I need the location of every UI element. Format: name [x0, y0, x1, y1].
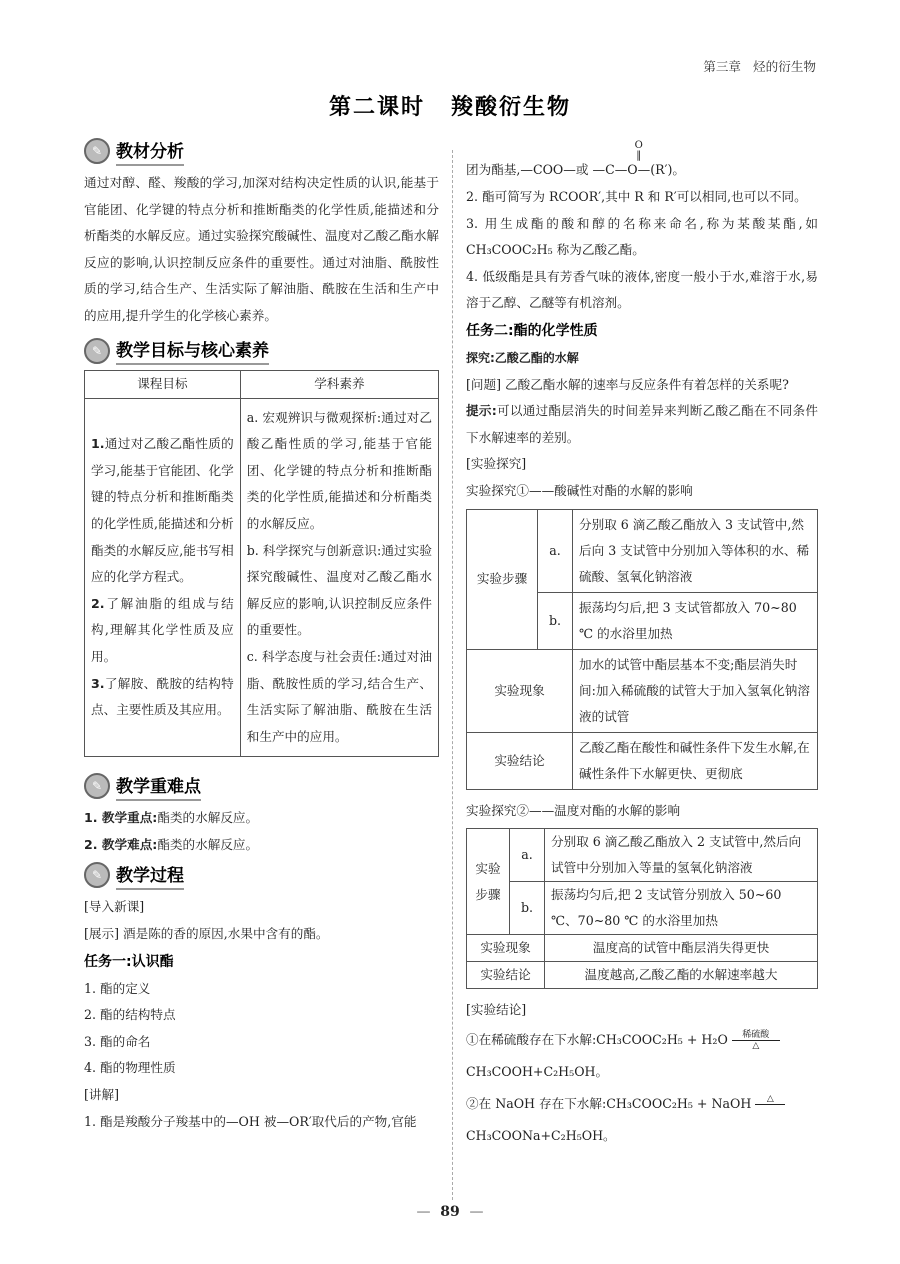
exp2-step-b: b. [510, 882, 545, 935]
paragraph: 3. 用生成酯的酸和醇的名称来命名,称为某酸某酯,如 CH₃COOC₂H₅ 称为乙酸乙酯。 [466, 215, 818, 258]
literacy-cell [240, 398, 438, 757]
running-header [703, 56, 816, 75]
book-icon: ✎ [84, 338, 110, 364]
section-title: 教学过程 [116, 861, 184, 890]
literacy-col-header: 学科素养 [240, 370, 438, 398]
difficulty-line: 2. 教学难点:酯类的水解反应。 [84, 836, 259, 852]
experiment-two-table [466, 828, 818, 989]
exp1-step-b-text: 振荡均匀后,把 3 支试管都放入 70~80 ℃ 的水浴里加热 [573, 592, 818, 649]
exp1-step-label: 实验步骤 [467, 509, 538, 649]
page-number: — 89 — [416, 1204, 484, 1220]
title-lesson: 第二课时 [328, 95, 425, 120]
section-heading-process [84, 860, 439, 890]
show-line: [展示] 酒是陈的香的原因,水果中含有的酯。 [84, 926, 329, 942]
literacy-item: c. 科学态度与社会责任:通过对油脂、酰胺性质的学习,结合生产、生活实际了解油脂、酰胺在生活和生产中的应用。 [246, 648, 432, 744]
literacy-item: a. 宏观辨识与微观探析:通过对乙酸乙酯性质的学习,能基于官能团、化学键的特点分析和推断酯类的化学性质,能描述和分析酯类的水解反应。 [246, 409, 432, 531]
hint: 提示:可以通过酯层消失的时间差异来判断乙酸乙酯在不同条件下水解速率的差别。 [466, 403, 819, 445]
exp2-phenomenon-label: 实验现象 [467, 935, 545, 962]
goal-item: 3.了解胺、酰胺的结构特点、主要性质及其应用。 [91, 675, 234, 718]
goal-item: 1.通过对乙酸乙酯性质的学习,能基于官能团、化学键的特点分析和推断酯类的化学性质,能描述和分析酯类的水解反应,能书写相应的化学方程式。 [91, 436, 234, 585]
exp1-step-a: a. [538, 509, 573, 592]
exp2-phenomenon: 温度高的试管中酯层消失得更快 [545, 935, 818, 962]
list-item: 3. 酯的命名 [84, 1033, 151, 1049]
book-icon: ✎ [84, 138, 110, 164]
intro-label: [导入新课] [84, 899, 145, 915]
chapter-label: 第三章 [703, 59, 742, 74]
explore-heading: 探究:乙酸乙酯的水解 [466, 350, 579, 365]
list-item: 1. 酯的定义 [84, 980, 151, 996]
experiment-one-title: 实验探究①——酸碱性对酯的水解的影响 [466, 482, 693, 498]
title-topic: 羧酸衍生物 [451, 95, 572, 120]
experiment-two-title: 实验探究②——温度对酯的水解的影响 [466, 802, 681, 818]
exp2-step-b-text: 振荡均匀后,把 2 支试管分别放入 50~60 ℃、70~80 ℃ 的水浴里加热 [545, 882, 818, 935]
paragraph: 4. 低级酯是具有芳香气味的液体,密度一般小于水,难溶于水,易溶于乙醇、乙醚等有机溶剂。 [466, 268, 818, 311]
equation-base: ②在 NaOH 存在下水解:CH₃COOC₂H₅ + NaOH △ [466, 1088, 818, 1120]
goals-cell [85, 398, 241, 757]
exp1-step-b: b. [538, 592, 573, 649]
question: [问题] 乙酸乙酯水解的速率与反应条件有着怎样的关系呢? [466, 376, 789, 392]
list-item: 4. 酯的物理性质 [84, 1060, 176, 1076]
goals-col-header: 课程目标 [85, 370, 241, 398]
exp2-step-a-text: 分别取 6 滴乙酸乙酯放入 2 支试管中,然后向试管中分别加入等量的氢氧化钠溶液 [545, 829, 818, 882]
left-column [84, 136, 439, 1135]
section-heading-focus [84, 771, 439, 801]
book-icon: ✎ [84, 862, 110, 888]
section-title: 教学目标与核心素养 [116, 336, 269, 365]
exp2-step-a: a. [510, 829, 545, 882]
section-heading-analysis [84, 136, 439, 166]
conclusion-label: [实验结论] [466, 1002, 527, 1018]
goal-item: 2.了解油脂的组成与结构,理解其化学性质及应用。 [91, 595, 234, 664]
exp1-conclusion-label: 实验结论 [467, 732, 573, 789]
task-one-heading: 任务一:认识酯 [84, 953, 174, 970]
section-title: 教学重难点 [116, 772, 201, 801]
chapter-topic: 烃的衍生物 [753, 59, 816, 74]
exp1-step-a-text: 分别取 6 滴乙酸乙酯放入 3 支试管中,然后向 3 支试管中分别加入等体积的水、稀硫酸、氢氧化钠溶液 [573, 509, 818, 592]
equation-base-products: CH₃COONa+C₂H₅OH。 [466, 1127, 616, 1143]
column-divider [452, 150, 453, 1200]
section-heading-goals [84, 336, 439, 366]
experiment-one-table [466, 509, 818, 790]
equation-acid: ①在稀硫酸存在下水解:CH₃COOC₂H₅ + H₂O 稀硫酸 △ [466, 1024, 818, 1056]
exp1-conclusion: 乙酸乙酯在酸性和碱性条件下发生水解,在碱性条件下水解更快、更彻底 [573, 732, 818, 789]
literacy-item: b. 科学探究与创新意识:通过实验探究酸碱性、温度对乙酸乙酯水解反应的影响,认识控制反应条件的重要性。 [246, 542, 432, 638]
focus-line: 1. 教学重点:酯类的水解反应。 [84, 810, 259, 826]
page-title [0, 90, 900, 121]
task-two-heading: 任务二:酯的化学性质 [466, 322, 598, 339]
exp1-phenomenon: 加水的试管中酯层基本不变;酯层消失时间:加入稀硫酸的试管大于加入氢氧化钠溶液的试管 [573, 649, 818, 732]
exp2-step-label: 实验步骤 [467, 829, 510, 935]
explain-label: [讲解] [84, 1087, 120, 1103]
paragraph: 2. 酯可简写为 RCOOR′,其中 R 和 R′可以相同,也可以不同。 [466, 189, 807, 204]
book-icon: ✎ [84, 773, 110, 799]
reaction-arrow: △ [755, 1094, 785, 1115]
right-column [466, 136, 818, 1152]
list-item: 2. 酯的结构特点 [84, 1007, 176, 1023]
reaction-arrow-reversible: 稀硫酸 △ [732, 1030, 780, 1051]
exp2-conclusion: 温度越高,乙酸乙酯的水解速率越大 [545, 962, 818, 989]
ester-definition: 1. 酯是羧酸分子羧基中的—OH 被—OR′取代后的产物,官能 [84, 1113, 417, 1129]
goals-table [84, 370, 439, 758]
section-title: 教材分析 [116, 137, 184, 166]
ester-structure: O ‖ —C—O—(R′)。 [592, 140, 685, 177]
analysis-paragraph: 通过对醇、醛、羧酸的学习,加深对结构决定性质的认识,能基于官能团、化学键的特点分析和推断酯类的化学性质,能描述和分析酯类的水解反应。通过实验探究酸碱性、温度对乙酸乙酯水解反应的影响,认识控制反应条件的重要性。通过对油脂、酰胺性质的学习,结合生产、生活实际了解油脂、酰胺在生活和生产中的应用,提升学生的化学核心素养。 [84, 175, 439, 323]
exp2-conclusion-label: 实验结论 [467, 962, 545, 989]
equation-acid-products: CH₃COOH+C₂H₅OH。 [466, 1063, 609, 1079]
exp1-phenomenon-label: 实验现象 [467, 649, 573, 732]
experiment-label: [实验探究] [466, 456, 527, 472]
ester-group-line: 团为酯基,—COO—或 O ‖ —C—O—(R′)。 [466, 140, 818, 180]
